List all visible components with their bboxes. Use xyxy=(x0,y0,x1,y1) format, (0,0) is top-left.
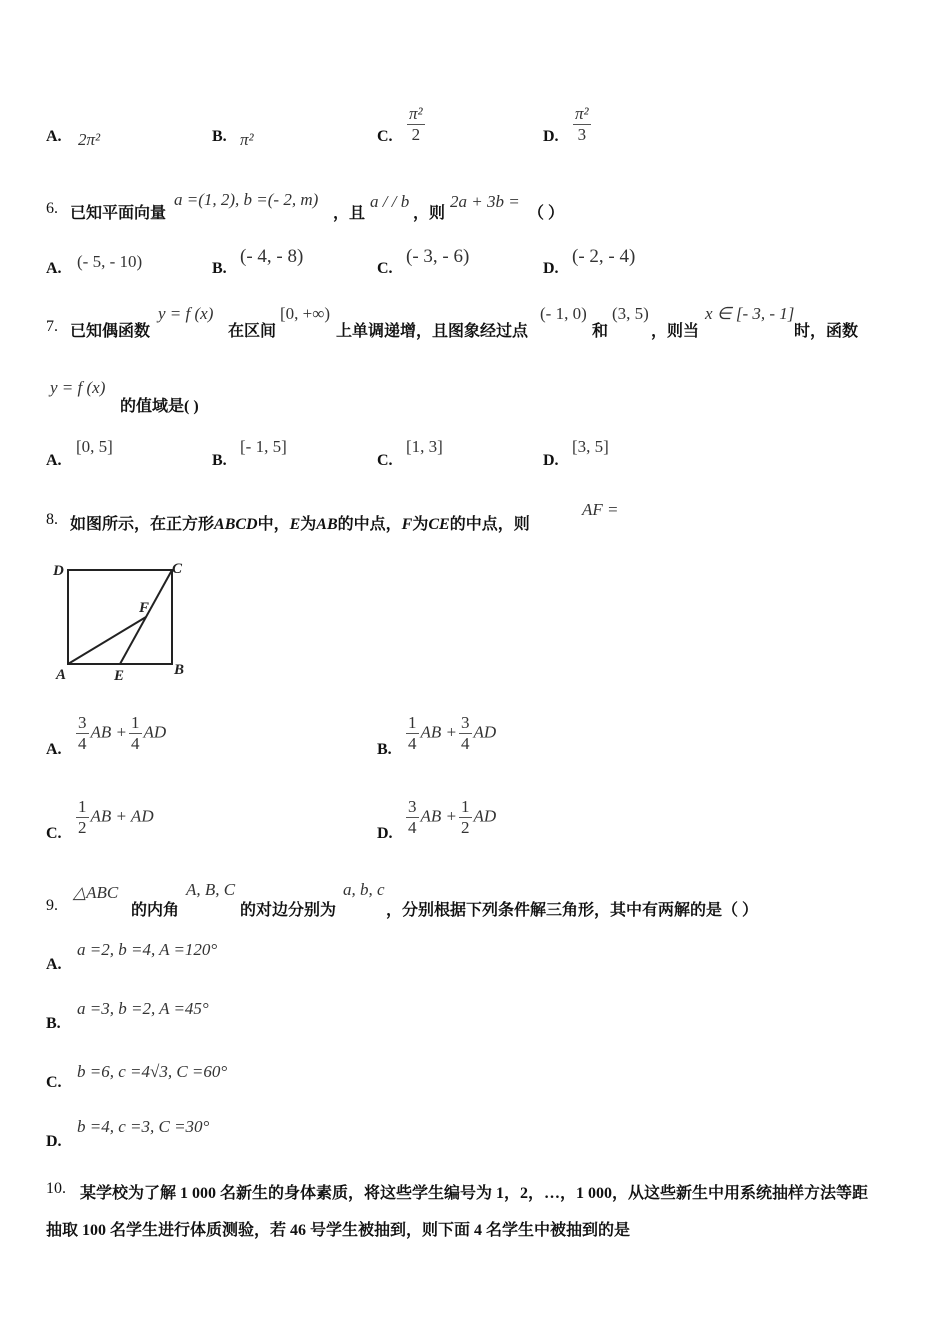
q7-math-3: (- 1, 0) xyxy=(540,304,587,323)
q7-option-d-label: D. xyxy=(543,452,559,469)
q6-option-a-math: (- 5, - 10) xyxy=(77,252,143,271)
label-c: C xyxy=(172,561,183,577)
q9-option-c-label: C. xyxy=(46,1074,62,1091)
square-abcd xyxy=(68,570,172,664)
q8-stem-f: 的中点，则 xyxy=(449,516,530,533)
q8-b-t2: AD xyxy=(473,722,497,742)
q5-option-c-fraction xyxy=(407,104,425,145)
label-b: B xyxy=(174,662,185,678)
q6-option-b-math: (- 4, - 8) xyxy=(240,246,304,267)
segment-af xyxy=(68,617,146,664)
q8-a-n1: 3 xyxy=(78,713,87,732)
q6-option-b-label: B. xyxy=(212,260,227,277)
q8-math: AF = xyxy=(582,500,619,519)
q10-line-1: 某学校为了解 1 000 名新生的身体素质，将这些学生编号为 1，2，…，1 000，从这些新生中用系统抽样方法等距 xyxy=(80,1185,869,1202)
q9-number: 9. xyxy=(46,897,58,914)
segment-ec xyxy=(120,570,172,664)
q7-math-6: y = f (x) xyxy=(50,378,106,397)
q8-stem-d: 的中点， xyxy=(337,516,402,533)
q6-option-c-label: C. xyxy=(377,260,393,277)
q7-stem-1: 已知偶函数 xyxy=(70,323,151,340)
q9-math-1: △ABC xyxy=(73,883,119,902)
q8-a-d1: 4 xyxy=(78,734,87,753)
q5-option-c-numerator: π² xyxy=(409,104,423,123)
q6-stem-2: ，且 xyxy=(333,205,366,222)
q8-stem-b: 中， xyxy=(257,516,290,533)
q8-a-n2: 1 xyxy=(131,713,140,732)
q9-option-b-label: B. xyxy=(46,1015,61,1032)
q7-option-b-label: B. xyxy=(212,452,227,469)
q9-option-d-math: b =4, c =3, C =30° xyxy=(77,1117,210,1136)
square-figure xyxy=(48,556,198,684)
q6-stem-3: ，则 xyxy=(413,205,446,222)
q6-stem-4: （ ） xyxy=(528,205,565,222)
q5-option-d-numerator: π² xyxy=(575,104,589,123)
q7-option-a-label: A. xyxy=(46,452,62,469)
q6-option-d-label: D. xyxy=(543,260,559,277)
q9-stem-2: 的对边分别为 xyxy=(240,902,337,919)
q9-option-a-label: A. xyxy=(46,956,62,973)
q5-option-c-label: C. xyxy=(377,128,393,145)
q7-option-b-math: [- 1, 5] xyxy=(240,437,287,456)
q5-option-b-math: π² xyxy=(240,130,254,149)
q10-number: 10. xyxy=(46,1180,66,1197)
label-a: A xyxy=(56,667,67,683)
q8-option-a-label: A. xyxy=(46,741,62,758)
q8-sq: ABCD xyxy=(214,516,258,533)
label-d: D xyxy=(53,563,64,579)
q5-option-b-label: B. xyxy=(212,128,227,145)
q10-line-2: 抽取 100 名学生进行体质测验，若 46 号学生被抽到，则下面 4 名学生中被抽到的是 xyxy=(46,1222,631,1239)
q8-stem-a: 如图所示，在正方形 xyxy=(70,516,215,533)
q7-option-c-math: [1, 3] xyxy=(406,437,443,456)
q8-number: 8. xyxy=(46,511,58,528)
q9-option-a-math: a =2, b =4, A =120° xyxy=(77,940,218,959)
q6-math-3: 2a + 3b = xyxy=(450,192,520,211)
q8-d-n1: 3 xyxy=(408,797,417,816)
q5-option-d-label: D. xyxy=(543,128,559,145)
q7-math-1: y = f (x) xyxy=(158,304,214,323)
q7-math-4: (3, 5) xyxy=(612,304,649,323)
q7-stem-2: 在区间 xyxy=(228,323,277,340)
q8-stem-c: 为 xyxy=(300,516,317,533)
q7-number: 7. xyxy=(46,318,58,335)
q8-ab: AB xyxy=(316,516,338,533)
q5-option-d-denominator: 3 xyxy=(577,125,587,144)
q8-d-t1: AB + xyxy=(420,806,457,826)
q8-c-t1: AB + AD xyxy=(90,806,154,826)
q8-b-n1: 1 xyxy=(408,713,417,732)
q8-a-t2: AD xyxy=(143,722,167,742)
q8-c-d1: 2 xyxy=(78,818,87,837)
q8-b-d2: 4 xyxy=(461,734,470,753)
q8-option-b-label: B. xyxy=(377,741,392,758)
q8-b-n2: 3 xyxy=(461,713,470,732)
q8-option-a-math xyxy=(74,713,166,754)
q8-f: F xyxy=(401,516,413,533)
q9-stem-1: 的内角 xyxy=(131,902,180,919)
q8-d-n2: 1 xyxy=(461,797,470,816)
q8-option-d-math xyxy=(404,797,496,838)
q5-option-a-label: A. xyxy=(46,128,62,145)
q8-stem xyxy=(70,511,530,534)
q7-stem-5: ，则当 xyxy=(651,323,700,340)
q8-e: E xyxy=(289,516,301,533)
q8-ce: CE xyxy=(428,516,450,533)
q9-math-3: a, b, c xyxy=(343,880,385,899)
q6-math-1: a =(1, 2), b =(- 2, m) xyxy=(174,190,319,209)
q7-math-2: [0, +∞) xyxy=(280,304,331,323)
q6-math-2: a / / b xyxy=(370,192,410,211)
q8-option-c-label: C. xyxy=(46,825,62,842)
q7-option-a-math: [0, 5] xyxy=(76,437,113,456)
q5-option-d-fraction xyxy=(573,104,591,145)
q8-d-t2: AD xyxy=(473,806,497,826)
q6-option-c-math: (- 3, - 6) xyxy=(406,246,470,267)
q6-number: 6. xyxy=(46,200,58,217)
q8-option-c-math xyxy=(74,797,154,838)
q7-stem-3: 上单调递增，且图象经过点 xyxy=(336,323,529,340)
q9-math-2: A, B, C xyxy=(186,880,236,899)
q6-stem-1: 已知平面向量 xyxy=(70,205,167,222)
q8-option-b-math xyxy=(404,713,496,754)
q8-a-d2: 4 xyxy=(131,734,140,753)
q8-a-t1: AB + xyxy=(90,722,127,742)
q8-d-d1: 4 xyxy=(408,818,417,837)
q5-option-c-denominator: 2 xyxy=(411,125,421,144)
q7-stem-6: 时，函数 xyxy=(794,323,859,340)
q7-stem-4: 和 xyxy=(592,323,609,340)
label-f: F xyxy=(139,600,150,616)
q7-math-5: x ∈ [- 3, - 1] xyxy=(705,304,795,323)
q7-option-d-math: [3, 5] xyxy=(572,437,609,456)
q8-stem-e: 为 xyxy=(412,516,429,533)
q5-option-a-math: 2π² xyxy=(78,130,101,149)
label-e: E xyxy=(114,668,125,684)
q9-option-c-math: b =6, c =4√3, C =60° xyxy=(77,1062,228,1081)
q9-option-b-math: a =3, b =2, A =45° xyxy=(77,999,209,1018)
q7-option-c-label: C. xyxy=(377,452,393,469)
q8-b-d1: 4 xyxy=(408,734,417,753)
q8-d-d2: 2 xyxy=(461,818,470,837)
q9-option-d-label: D. xyxy=(46,1133,62,1150)
q8-c-n1: 1 xyxy=(78,797,87,816)
q8-option-d-label: D. xyxy=(377,825,393,842)
q6-option-d-math: (- 2, - 4) xyxy=(572,246,636,267)
q6-option-a-label: A. xyxy=(46,260,62,277)
q7-stem-7: 的值域是( ) xyxy=(120,398,199,415)
q9-stem-3: ，分别根据下列条件解三角形，其中有两解的是（ ） xyxy=(386,902,759,919)
q8-b-t1: AB + xyxy=(420,722,457,742)
